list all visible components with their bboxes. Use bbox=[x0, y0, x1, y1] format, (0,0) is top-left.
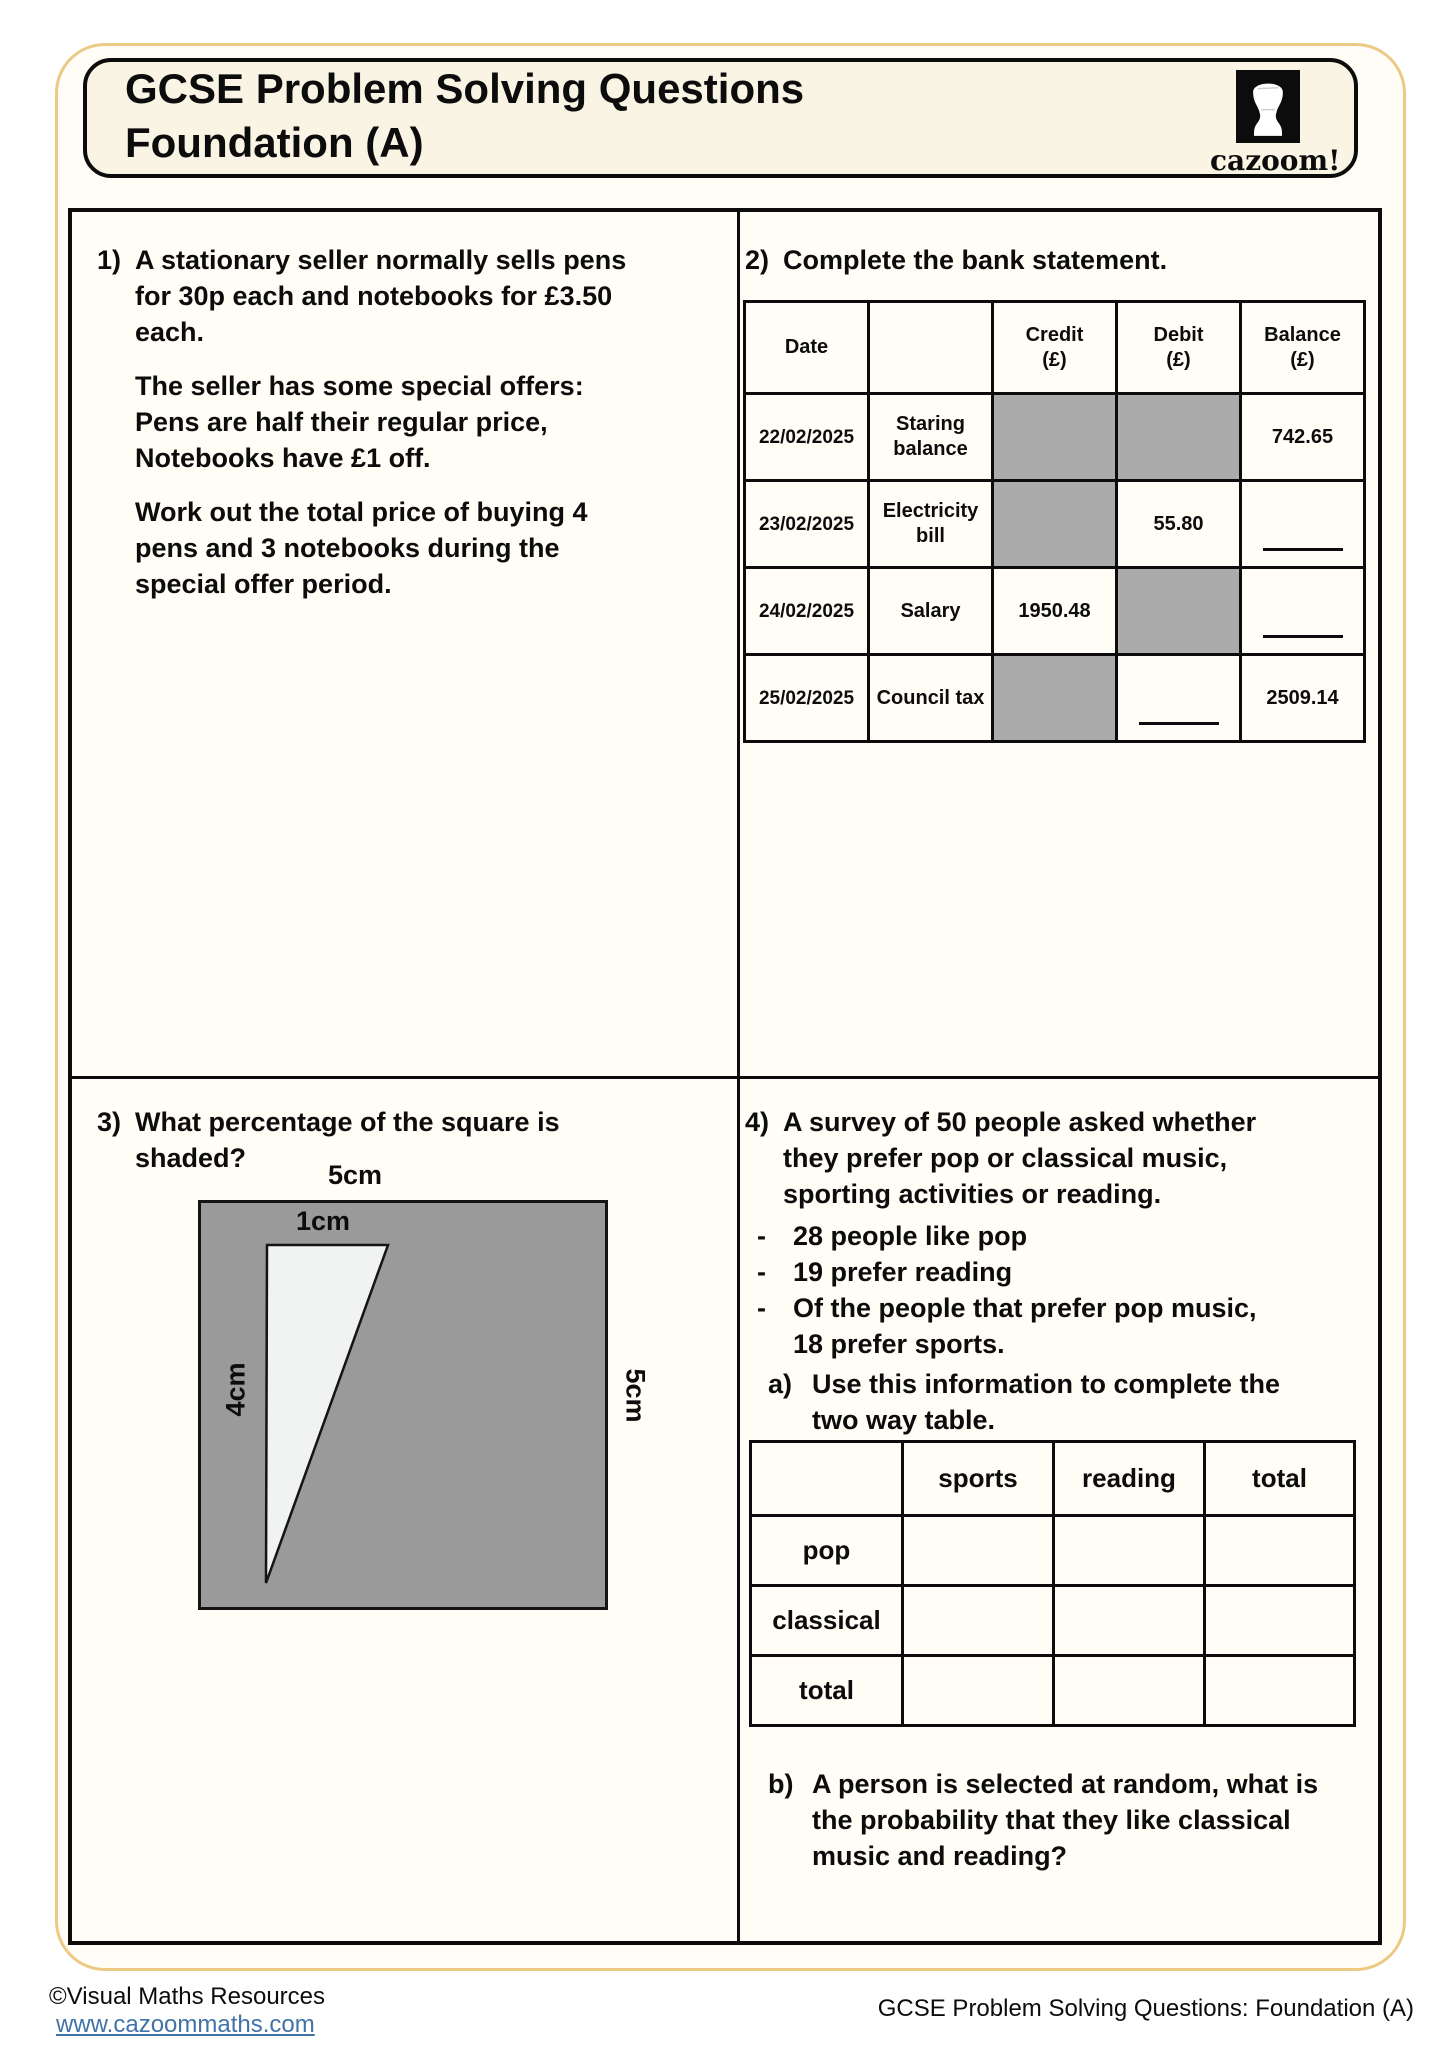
bank-row-3-date: 25/02/2025 bbox=[746, 656, 870, 743]
bank-row-0-date: 22/02/2025 bbox=[746, 395, 870, 482]
tw-row-classical: classical bbox=[752, 1587, 904, 1657]
bank-header-description bbox=[870, 303, 994, 395]
bank-row-2-balance-blank bbox=[1242, 569, 1366, 656]
q2-prompt: Complete the bank statement. bbox=[783, 245, 1168, 275]
bank-row-1-debit: 55.80 bbox=[1118, 482, 1242, 569]
bank-row-1-description: Electricity bill bbox=[870, 482, 994, 569]
bank-row-1-date: 23/02/2025 bbox=[746, 482, 870, 569]
answer-blank bbox=[1139, 722, 1219, 725]
bank-header-balance: Balance (£) bbox=[1242, 303, 1366, 395]
q4a-label: a) bbox=[768, 1369, 793, 1399]
bank-row-3-balance: 2509.14 bbox=[1242, 656, 1366, 743]
footer-worksheet-title: GCSE Problem Solving Questions: Foundation (A) bbox=[877, 1995, 1414, 2022]
copyright-text: ©Visual Maths Resources bbox=[49, 1983, 326, 2010]
page-title bbox=[125, 62, 804, 170]
bank-row-3-credit-shaded bbox=[994, 656, 1118, 743]
bank-row-2-date: 24/02/2025 bbox=[746, 569, 870, 656]
q3-prompt: What percentage of the square is shaded? bbox=[135, 1107, 560, 1173]
q4b-text: A person is selected at random, what is the probability that they like classical music and reading? bbox=[812, 1769, 1319, 1871]
q4a-text: Use this information to complete the two way table. bbox=[812, 1369, 1281, 1435]
bullet-marker: - bbox=[757, 1257, 766, 1287]
tw-cell-classical-reading bbox=[1055, 1587, 1206, 1657]
q3-number: 3) bbox=[97, 1107, 122, 1137]
tw-cell-pop-sports bbox=[904, 1517, 1055, 1587]
bank-header-date: Date bbox=[746, 303, 870, 395]
bullet-1: 28 people like pop bbox=[793, 1221, 1028, 1251]
bank-row-0-credit-shaded bbox=[994, 395, 1118, 482]
bank-row-0-balance: 742.65 bbox=[1242, 395, 1366, 482]
q4b-label: b) bbox=[768, 1769, 794, 1799]
tw-cell-total-sports bbox=[904, 1657, 1055, 1727]
triangle-left-dimension: 4cm bbox=[220, 1362, 251, 1417]
bullet-marker: - bbox=[757, 1293, 766, 1323]
answer-blank bbox=[1263, 548, 1343, 551]
djembe-drum-icon bbox=[1236, 70, 1300, 143]
bank-header-credit: Credit (£) bbox=[994, 303, 1118, 395]
q4-intro: A survey of 50 people asked whether they prefer pop or classical music, sporting activities or reading. bbox=[783, 1107, 1257, 1209]
answer-blank bbox=[1263, 635, 1343, 638]
unshaded-triangle bbox=[198, 1200, 608, 1610]
tw-cell-classical-sports bbox=[904, 1587, 1055, 1657]
q4-number: 4) bbox=[745, 1107, 770, 1137]
bank-row-2-description: Salary bbox=[870, 569, 994, 656]
tw-cell-classical-total bbox=[1206, 1587, 1356, 1657]
tw-cell-total-reading bbox=[1055, 1657, 1206, 1727]
cazoom-logo bbox=[1210, 70, 1341, 177]
tw-col-total: total bbox=[1206, 1443, 1356, 1517]
tw-corner-cell bbox=[752, 1443, 904, 1517]
q1-number: 1) bbox=[97, 245, 122, 275]
bullet-marker: - bbox=[757, 1221, 766, 1251]
row-divider bbox=[68, 1076, 1382, 1079]
tw-row-total: total bbox=[752, 1657, 904, 1727]
bank-statement-table bbox=[743, 300, 1366, 743]
bank-row-3-debit-blank bbox=[1118, 656, 1242, 743]
bank-row-2-debit-shaded bbox=[1118, 569, 1242, 656]
cazoom-logo-text: cazoom! bbox=[1210, 144, 1341, 177]
bank-row-1-credit-shaded bbox=[994, 482, 1118, 569]
bank-row-1-balance-blank bbox=[1242, 482, 1366, 569]
triangle-top-dimension: 1cm bbox=[295, 1206, 351, 1236]
website-link[interactable]: www.cazoommaths.com bbox=[56, 2011, 315, 2038]
bank-row-2-credit: 1950.48 bbox=[994, 569, 1118, 656]
bullet-2: 19 prefer reading bbox=[793, 1257, 1013, 1287]
bank-row-0-debit-shaded bbox=[1118, 395, 1242, 482]
bank-row-0-description: Staring balance bbox=[870, 395, 994, 482]
tw-row-pop: pop bbox=[752, 1517, 904, 1587]
bullet-3: Of the people that prefer pop music, 18 prefer sports. bbox=[793, 1293, 1257, 1359]
square-right-dimension: 5cm bbox=[620, 1368, 651, 1423]
tw-cell-pop-reading bbox=[1055, 1517, 1206, 1587]
page-title-line2: Foundation (A) bbox=[125, 119, 424, 166]
q1-text: A stationary seller normally sells pens for 30p each and notebooks for £3.50 each. The seller has some special offers: Pens are half their regular price, Notebooks have £1 off. Work out the total price of buying 4 pens and 3 notebooks during the special offer period. bbox=[135, 245, 627, 599]
two-way-table bbox=[749, 1440, 1356, 1727]
tw-col-reading: reading bbox=[1055, 1443, 1206, 1517]
tw-cell-pop-total bbox=[1206, 1517, 1356, 1587]
tw-col-sports: sports bbox=[904, 1443, 1055, 1517]
page-title-line1: GCSE Problem Solving Questions bbox=[125, 65, 805, 112]
square-top-dimension: 5cm bbox=[327, 1160, 383, 1190]
bank-row-3-description: Council tax bbox=[870, 656, 994, 743]
tw-cell-total-total bbox=[1206, 1657, 1356, 1727]
q2-number: 2) bbox=[745, 245, 770, 275]
bank-header-debit: Debit (£) bbox=[1118, 303, 1242, 395]
